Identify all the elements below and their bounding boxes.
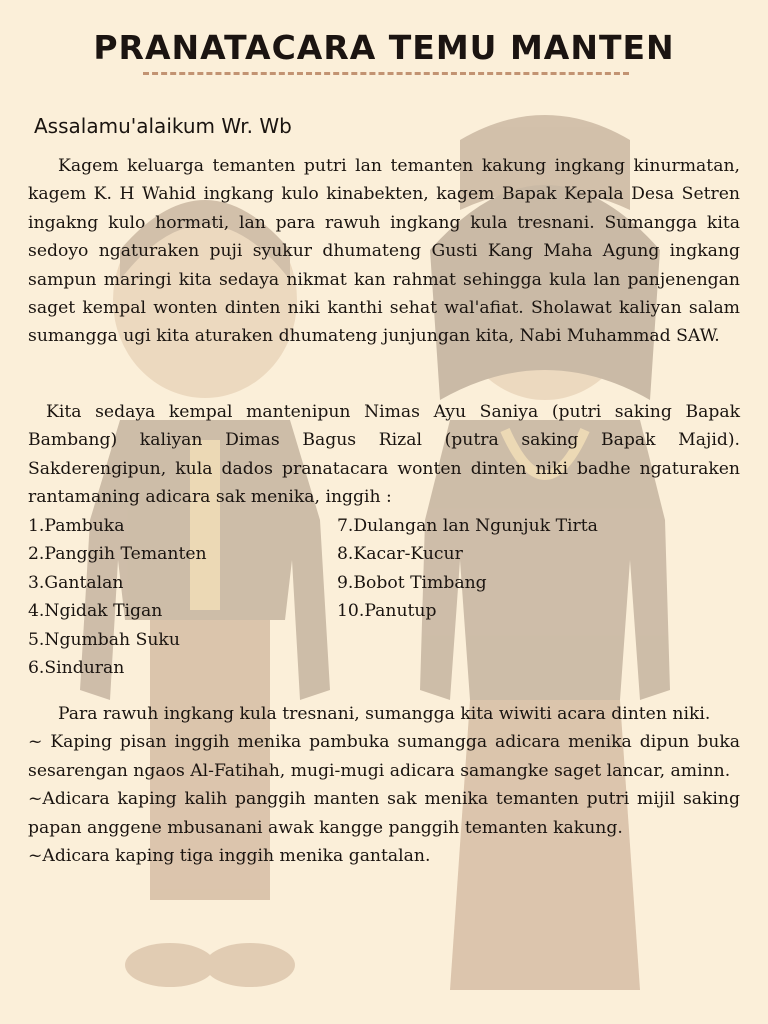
ceremony-intro — [28, 700, 740, 728]
agenda-item: 4.Ngidak Tigan — [28, 601, 163, 622]
paragraph-agenda-intro-text: Kita sedaya kempal mantenipun Nimas Ayu Saniya (putri saking Bapak Bambang) kaliyan Dimas Bagus Rizal (putra saking Bapak Majid). Sakderengipun, kula dados pranatacara wonten dinten niki badhe ngaturaken rantamaning adicara sak menika, inggih : — [28, 402, 740, 508]
paragraph-opening — [28, 152, 740, 351]
ceremony-step-1: ~ Kaping pisan inggih menika pambuka sumangga adicara menika dipun buka sesarengan ngaos Al-Fatihah, mugi-mugi adicara samangke saget lancar, aminn. — [28, 732, 740, 781]
agenda-item: 7.Dulangan lan Ngunjuk Tirta — [337, 516, 598, 536]
ceremony-step-2: ~Adicara kaping kalih panggih manten sak menika temanten putri mijil saking papan anggene mbusanani awak kangge panggih temanten kakung. — [28, 789, 740, 838]
paragraph-opening-text: Kagem keluarga temanten putri lan temanten kakung ingkang kinurmatan, kagem K. H Wahid ingkang kulo kinabekten, kagem Bapak Kepala Desa Setren ingakng kulo hormati, lan para rawuh ingkang kula tresnani. Sumangga kita sedoyo ngaturaken puji syukur dhumateng Gusti Kang Maha Agung ingkang sampun maringi kita sedaya nikmat kan rahmat sehingga kula lan panjenengan saget kempal wonten dinten niki kanthi sehat wal'afiat. Sholawat kaliyan salam sumangga ugi kita aturaken dhumateng junjungan kita, Nabi Muhammad SAW. — [28, 156, 740, 347]
title-divider — [143, 72, 629, 75]
agenda-list-left — [28, 512, 207, 682]
page-title: PRANATACARA TEMU MANTEN — [93, 28, 675, 67]
agenda-item: 6.Sinduran — [28, 658, 125, 679]
greeting: Assalamu'alaikum Wr. Wb — [34, 114, 292, 138]
agenda-item: 2.Panggih Temanten — [28, 544, 207, 565]
agenda-list-right — [337, 512, 598, 626]
agenda-item: 1.Pambuka — [28, 516, 125, 536]
ceremony-step-3: ~Adicara kaping tiga inggih menika gantalan. — [28, 846, 431, 867]
agenda-item: 10.Panutup — [337, 601, 437, 622]
paragraph-agenda-intro — [28, 398, 740, 512]
agenda-item: 9.Bobot Timbang — [337, 572, 487, 593]
paragraph-ceremony — [28, 700, 740, 870]
ceremony-intro-text: Para rawuh ingkang kula tresnani, sumangga kita wiwiti acara dinten niki. — [58, 704, 711, 724]
agenda-item: 5.Ngumbah Suku — [28, 629, 180, 650]
agenda-item: 8.Kacar-Kucur — [337, 544, 463, 565]
agenda-item: 3.Gantalan — [28, 572, 124, 593]
